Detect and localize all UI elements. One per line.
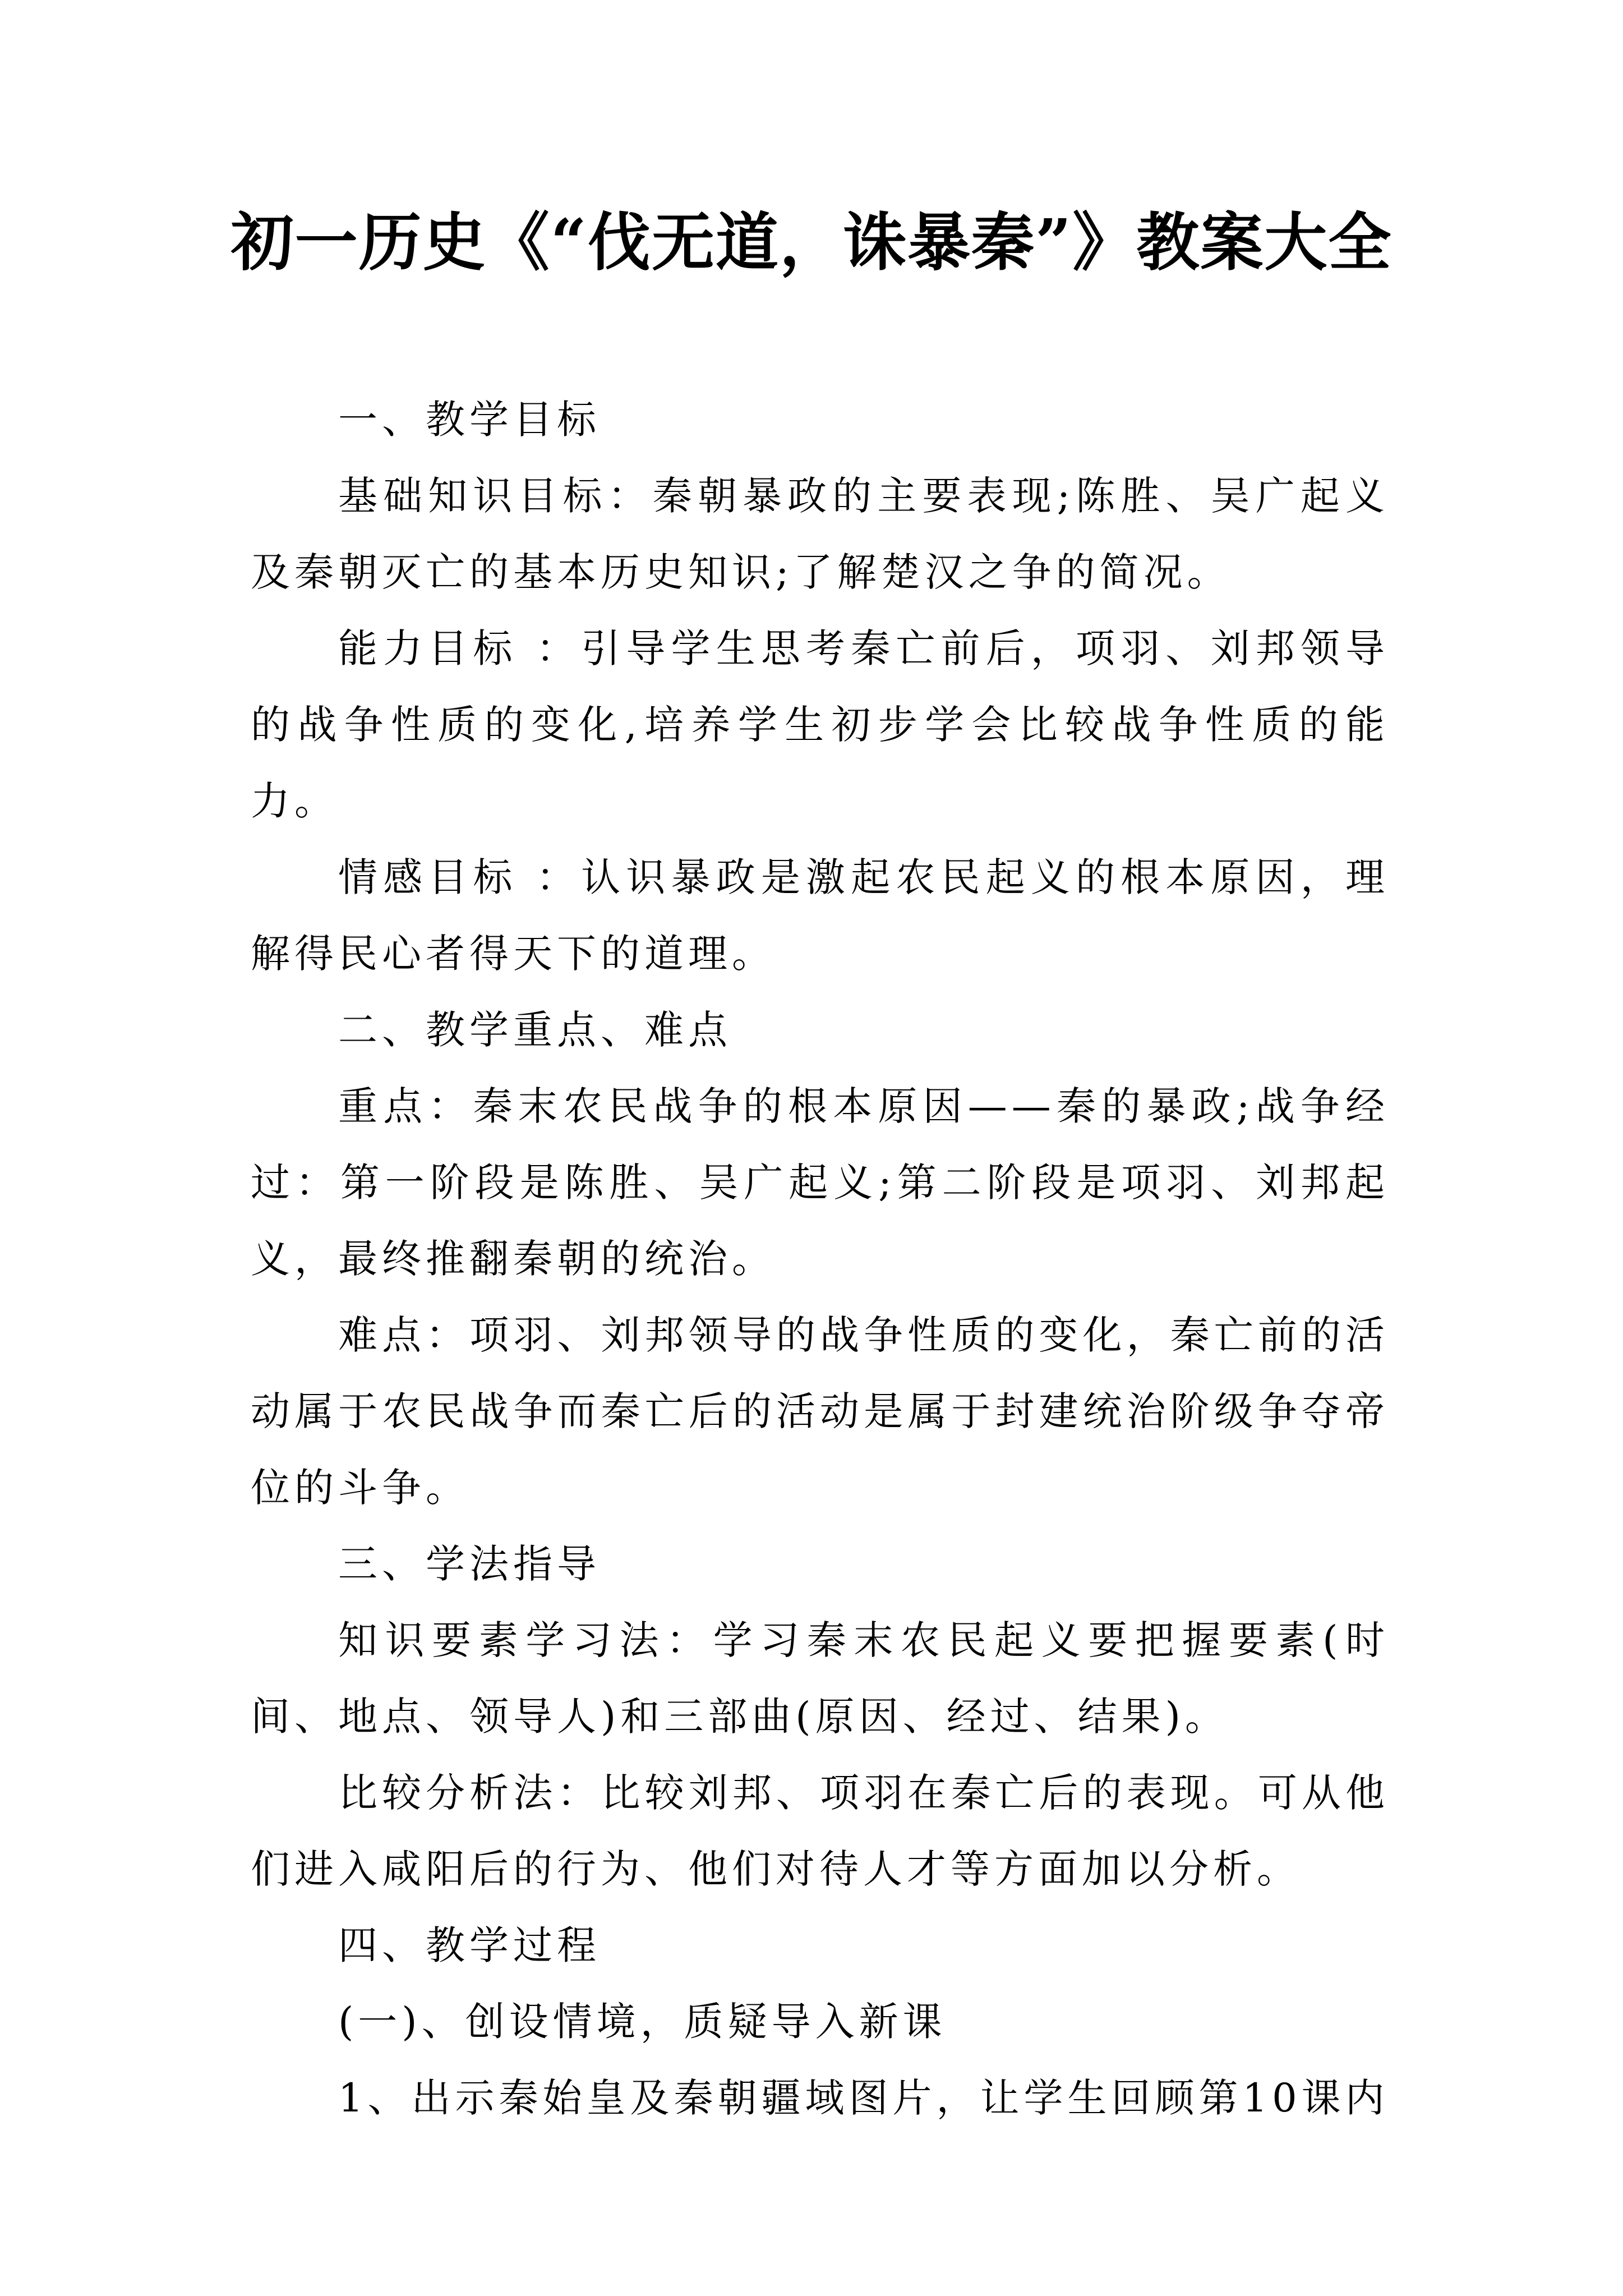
section-heading-study-methods: 三、学法指导	[338, 1541, 601, 1587]
paragraph-ability-objective: 能力目标 ：引导学生思考秦亡前后，项羽、刘邦领导的战争性质的变化,培养学生初步学会比较战争性质的能力。	[251, 625, 1389, 824]
paragraph-knowledge-objective: 基础知识目标：秦朝暴政的主要表现;陈胜、吴广起义及秦朝灭亡的基本历史知识;了解楚汉之争的简况。	[251, 473, 1389, 595]
document-body	[251, 381, 1389, 2136]
section-heading-objectives: 一、教学目标	[338, 397, 601, 443]
subsection-heading-introduction: (一)、创设情境，质疑导入新课	[338, 1999, 947, 2045]
paragraph-difficulty: 难点：项羽、刘邦领导的战争性质的变化，秦亡前的活动属于农民战争而秦亡后的活动是属于封建统治阶级争夺帝位的斗争。	[251, 1312, 1389, 1511]
paragraph-comparison-method: 比较分析法：比较刘邦、项羽在秦亡后的表现。可从他们进入咸阳后的行为、他们对待人才等方面加以分析。	[251, 1770, 1389, 1892]
paragraph-step-1: 1、出示秦始皇及秦朝疆域图片，让学生回顾第10课内	[338, 2075, 1389, 2121]
paragraph-key-point: 重点：秦末农民战争的根本原因——秦的暴政;战争经过：第一阶段是陈胜、吴广起义;第二阶段是项羽、刘邦起义，最终推翻秦朝的统治。	[251, 1083, 1389, 1282]
section-heading-teaching-process: 四、教学过程	[338, 1922, 601, 1968]
paragraph-emotion-objective: 情感目标 ：认识暴政是激起农民起义的根本原因，理解得民心者得天下的道理。	[251, 854, 1389, 977]
section-heading-key-points: 二、教学重点、难点	[338, 1007, 732, 1053]
paragraph-element-method: 知识要素学习法：学习秦末农民起义要把握要素(时间、地点、领导人)和三部曲(原因、经过、结果)。	[251, 1617, 1389, 1740]
document-title: 初一历史《“伐无道，诛暴秦”》教案大全	[230, 206, 1393, 279]
